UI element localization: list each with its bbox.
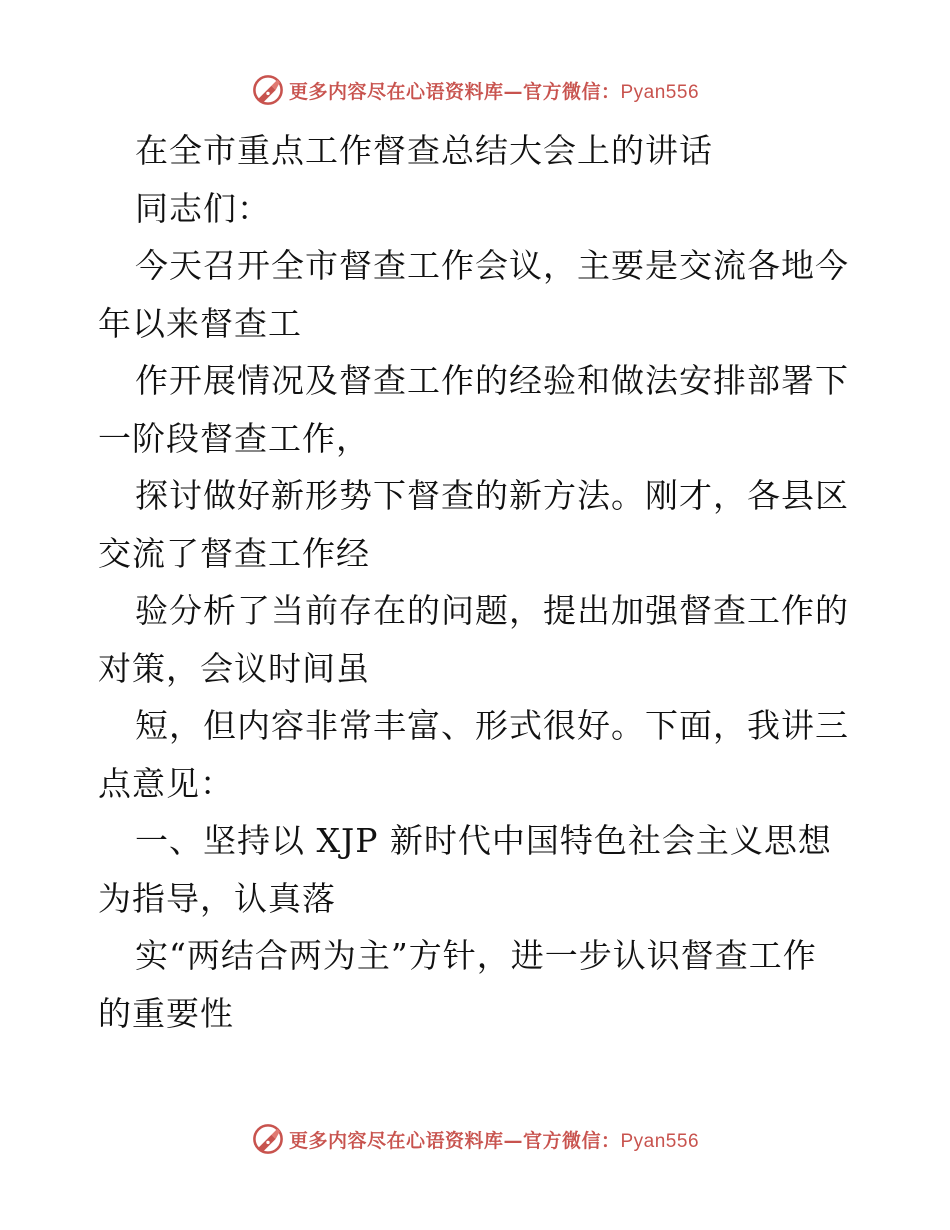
text-line: 为指导，认真落 bbox=[98, 878, 336, 918]
text-line: 今天召开全市督查工作会议，主要是交流各地今 bbox=[135, 246, 849, 285]
text-line: 一、坚持以 XJP 新时代中国特色社会主义思想 bbox=[135, 821, 832, 860]
watermark-text: 更多内容尽在心语资料库—官方微信：Pyan556 bbox=[288, 1129, 700, 1152]
text-line: 验分析了当前存在的问题，提出加强督查工作的 bbox=[135, 591, 849, 630]
text-line: 一阶段督查工作， bbox=[98, 418, 370, 458]
watermark-text: 更多内容尽在心语资料库—官方微信：Pyan556 bbox=[288, 80, 700, 103]
watermark-wechat-id: Pyan556 bbox=[620, 1130, 700, 1152]
text-line: 作开展情况及督查工作的经验和做法安排部署下 bbox=[135, 361, 849, 400]
text-line: 在全市重点工作督查总结大会上的讲话 bbox=[135, 131, 713, 170]
text-line: 探讨做好新形势下督查的新方法。刚才，各县区 bbox=[135, 476, 849, 515]
text-line: 的重要性 bbox=[98, 993, 234, 1033]
text-line: 短，但内容非常丰富、形式很好。下面，我讲三 bbox=[135, 706, 849, 745]
text-line: 对策，会议时间虽 bbox=[98, 648, 370, 688]
pen-nib-logo-icon bbox=[251, 73, 285, 107]
text-line: 点意见： bbox=[98, 763, 234, 803]
text-line: 实“两结合两为主”方针，进一步认识督查工作 bbox=[135, 936, 817, 975]
watermark-wechat-id: Pyan556 bbox=[620, 81, 700, 103]
text-line: 交流了督查工作经 bbox=[98, 533, 370, 573]
header-watermark bbox=[0, 72, 950, 108]
pen-nib-logo-icon bbox=[251, 1122, 285, 1156]
text-line: 年以来督查工 bbox=[98, 303, 302, 343]
footer-watermark bbox=[0, 1121, 950, 1157]
document-body bbox=[98, 122, 850, 1042]
text-line: 同志们： bbox=[135, 188, 271, 228]
